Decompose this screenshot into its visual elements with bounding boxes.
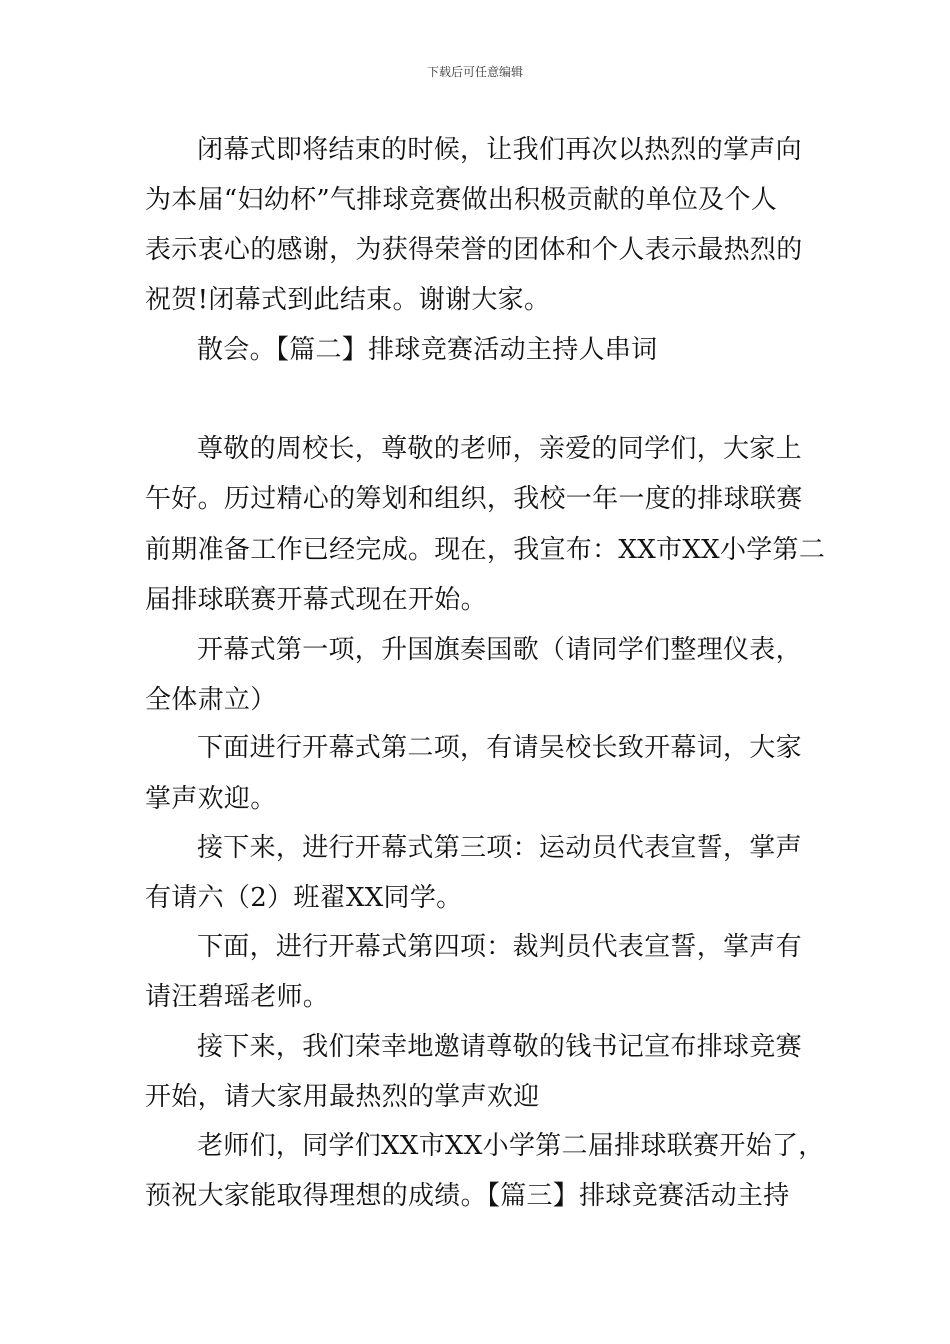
text-line: 接下来，进行开幕式第三项：运动员代表宣誓，掌声 <box>197 833 802 863</box>
text-line: 前期准备工作已经完成。现在，我宣布：XX市XX小学第二 <box>145 535 826 565</box>
text-line: 请汪碧瑶老师。 <box>145 982 330 1012</box>
text-line: 祝贺!闭幕式到此结束。谢谢大家。 <box>145 285 551 315</box>
text-line: 老师们，同学们XX市XX小学第二届排球联赛开始了， <box>197 1131 825 1161</box>
text-line: 下面进行开幕式第二项，有请吴校长致开幕词，大家 <box>197 733 802 763</box>
page-header: 下载后可任意编辑 <box>426 65 523 79</box>
text-line: 全体肃立） <box>145 685 277 715</box>
text-line: 为本届“妇幼杯”气排球竞赛做出积极贡献的单位及个人 <box>145 185 778 215</box>
text-line: 开幕式第一项，升国旗奏国歌（请同学们整理仪表， <box>197 635 802 665</box>
text-line: 掌声欢迎。 <box>145 784 277 814</box>
text-line: 预祝大家能取得理想的成绩。【篇三】排球竞赛活动主持 <box>145 1181 790 1211</box>
text-line: 散会。【篇二】排球竞赛活动主持人串词 <box>197 335 658 365</box>
text-line: 有请六（2）班翟XX同学。 <box>145 883 463 913</box>
text-line: 届排球联赛开幕式现在开始。 <box>145 585 487 615</box>
text-line: 尊敬的周校长，尊敬的老师，亲爱的同学们，大家上 <box>197 434 802 464</box>
text-line: 午好。历过精心的筹划和组织，我校一年一度的排球联赛 <box>145 484 803 514</box>
text-line: 表示衷心的感谢，为获得荣誉的团体和个人表示最热烈的 <box>145 235 803 265</box>
text-line: 下面，进行开幕式第四项：裁判员代表宣誓，掌声有 <box>197 932 802 962</box>
text-line: 闭幕式即将结束的时候，让我们再次以热烈的掌声向 <box>197 135 802 165</box>
text-line: 开始，请大家用最热烈的掌声欢迎 <box>145 1082 540 1112</box>
text-line: 接下来，我们荣幸地邀请尊敬的钱书记宣布排球竞赛 <box>197 1032 802 1062</box>
